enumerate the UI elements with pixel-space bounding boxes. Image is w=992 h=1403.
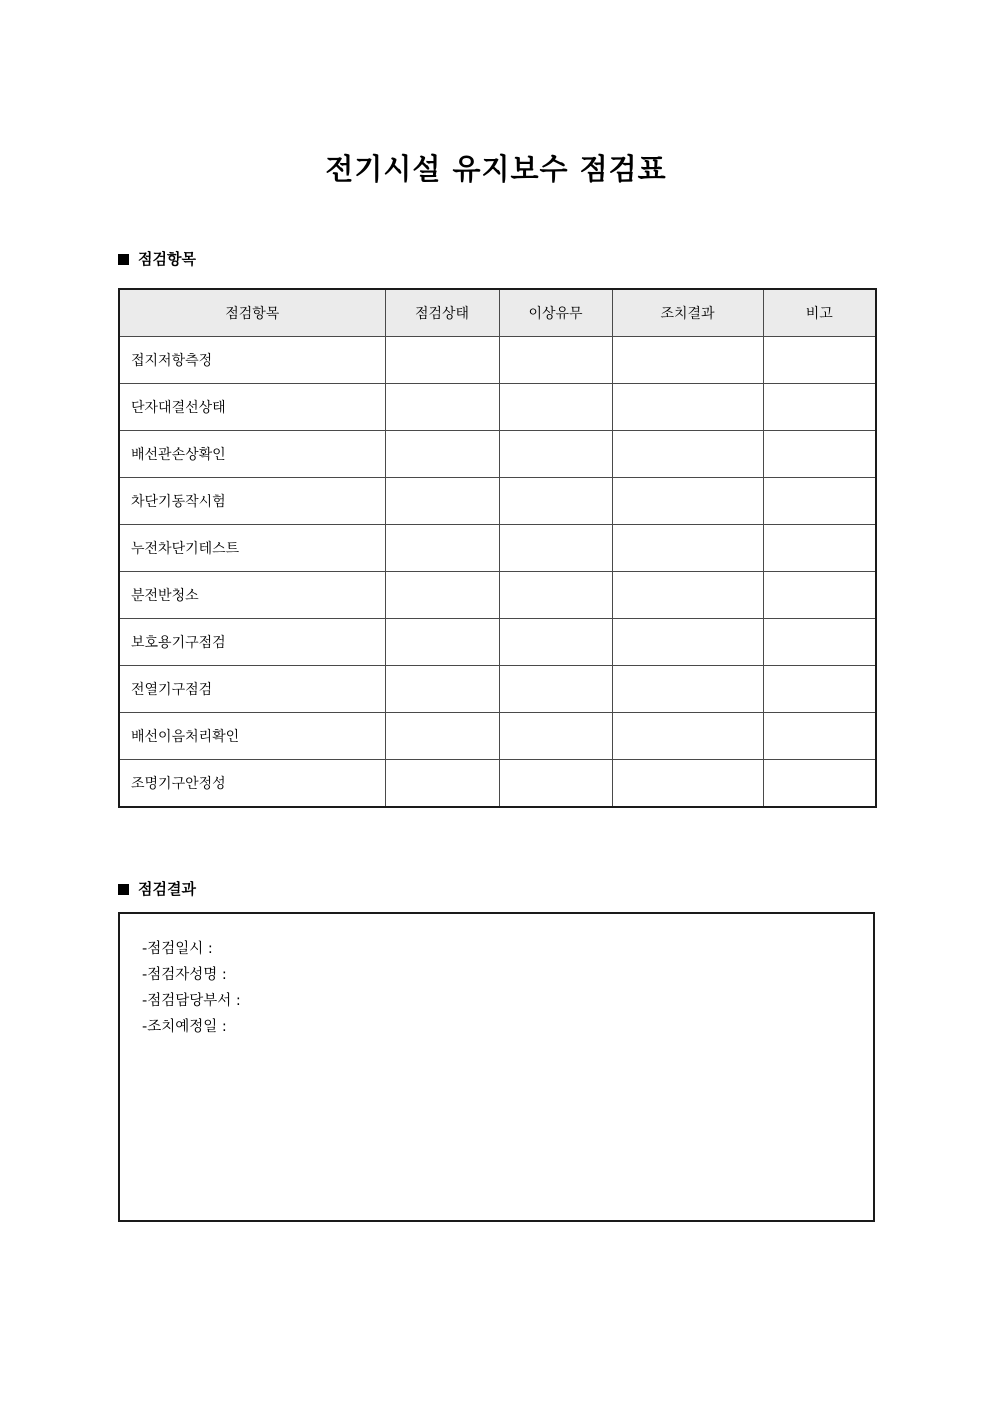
- cell-action[interactable]: [612, 478, 763, 525]
- cell-item-name: 보호용기구점검: [119, 619, 385, 666]
- result-field-line[interactable]: -점검일시 :: [142, 941, 213, 957]
- table-row: [119, 713, 876, 760]
- cell-state[interactable]: [385, 619, 499, 666]
- cell-item-name: 차단기동작시험: [119, 478, 385, 525]
- column-header-item: 점검항목: [119, 289, 385, 337]
- result-field-line[interactable]: -점검담당부서 :: [142, 993, 241, 1009]
- cell-abnormal[interactable]: [499, 384, 612, 431]
- cell-state[interactable]: [385, 572, 499, 619]
- cell-item-name: 배선이음처리확인: [119, 713, 385, 760]
- section-heading-inspection-results: [118, 879, 196, 899]
- section-heading-label: 점검결과: [138, 880, 196, 898]
- result-field-line[interactable]: -점검자성명 :: [142, 967, 227, 983]
- cell-item-name: 단자대결선상태: [119, 384, 385, 431]
- cell-action[interactable]: [612, 525, 763, 572]
- cell-note[interactable]: [763, 666, 876, 713]
- result-field-line[interactable]: -조치예정일 :: [142, 1019, 227, 1035]
- cell-item-name: 분전반청소: [119, 572, 385, 619]
- column-header-state: 점검상태: [385, 289, 499, 337]
- cell-item-name: 누전차단기테스트: [119, 525, 385, 572]
- cell-action[interactable]: [612, 384, 763, 431]
- cell-note[interactable]: [763, 525, 876, 572]
- cell-abnormal[interactable]: [499, 572, 612, 619]
- cell-abnormal[interactable]: [499, 478, 612, 525]
- cell-state[interactable]: [385, 525, 499, 572]
- cell-state[interactable]: [385, 478, 499, 525]
- cell-item-name: 조명기구안정성: [119, 760, 385, 808]
- cell-abnormal[interactable]: [499, 713, 612, 760]
- cell-abnormal[interactable]: [499, 760, 612, 808]
- cell-abnormal[interactable]: [499, 525, 612, 572]
- cell-note[interactable]: [763, 713, 876, 760]
- cell-state[interactable]: [385, 713, 499, 760]
- cell-action[interactable]: [612, 666, 763, 713]
- column-header-abnormal: 이상유무: [499, 289, 612, 337]
- cell-abnormal[interactable]: [499, 666, 612, 713]
- filled-square-bullet-icon: [118, 254, 129, 265]
- cell-note[interactable]: [763, 384, 876, 431]
- table-row: [119, 619, 876, 666]
- table-row: [119, 572, 876, 619]
- table-row: [119, 478, 876, 525]
- table-header: [119, 289, 876, 337]
- cell-action[interactable]: [612, 337, 763, 384]
- cell-item-name: 접지저항측정: [119, 337, 385, 384]
- result-field-list: [120, 914, 873, 1040]
- cell-item-name: 전열기구점검: [119, 666, 385, 713]
- cell-abnormal[interactable]: [499, 337, 612, 384]
- cell-state[interactable]: [385, 384, 499, 431]
- cell-note[interactable]: [763, 478, 876, 525]
- section-heading-label: 점검항목: [138, 250, 196, 268]
- inspection-results-box[interactable]: [118, 912, 875, 1222]
- table-row: [119, 525, 876, 572]
- section-heading-inspection-items: [118, 249, 196, 269]
- cell-action[interactable]: [612, 713, 763, 760]
- cell-state[interactable]: [385, 666, 499, 713]
- cell-item-name: 배선관손상확인: [119, 431, 385, 478]
- table-body: [119, 337, 876, 808]
- inspection-items-table: [118, 288, 877, 808]
- table-row: [119, 760, 876, 808]
- cell-state[interactable]: [385, 337, 499, 384]
- cell-action[interactable]: [612, 572, 763, 619]
- cell-action[interactable]: [612, 619, 763, 666]
- cell-state[interactable]: [385, 431, 499, 478]
- cell-note[interactable]: [763, 619, 876, 666]
- table-row: [119, 337, 876, 384]
- cell-note[interactable]: [763, 572, 876, 619]
- cell-note[interactable]: [763, 337, 876, 384]
- page-title: 전기시설 유지보수 점검표: [325, 152, 667, 187]
- filled-square-bullet-icon: [118, 884, 129, 895]
- cell-note[interactable]: [763, 431, 876, 478]
- column-header-note: 비고: [763, 289, 876, 337]
- cell-abnormal[interactable]: [499, 431, 612, 478]
- table-row: [119, 431, 876, 478]
- cell-action[interactable]: [612, 431, 763, 478]
- cell-abnormal[interactable]: [499, 619, 612, 666]
- cell-action[interactable]: [612, 760, 763, 808]
- table-row: [119, 666, 876, 713]
- cell-state[interactable]: [385, 760, 499, 808]
- table-header-row: [119, 289, 876, 337]
- table-row: [119, 384, 876, 431]
- cell-note[interactable]: [763, 760, 876, 808]
- column-header-action: 조치결과: [612, 289, 763, 337]
